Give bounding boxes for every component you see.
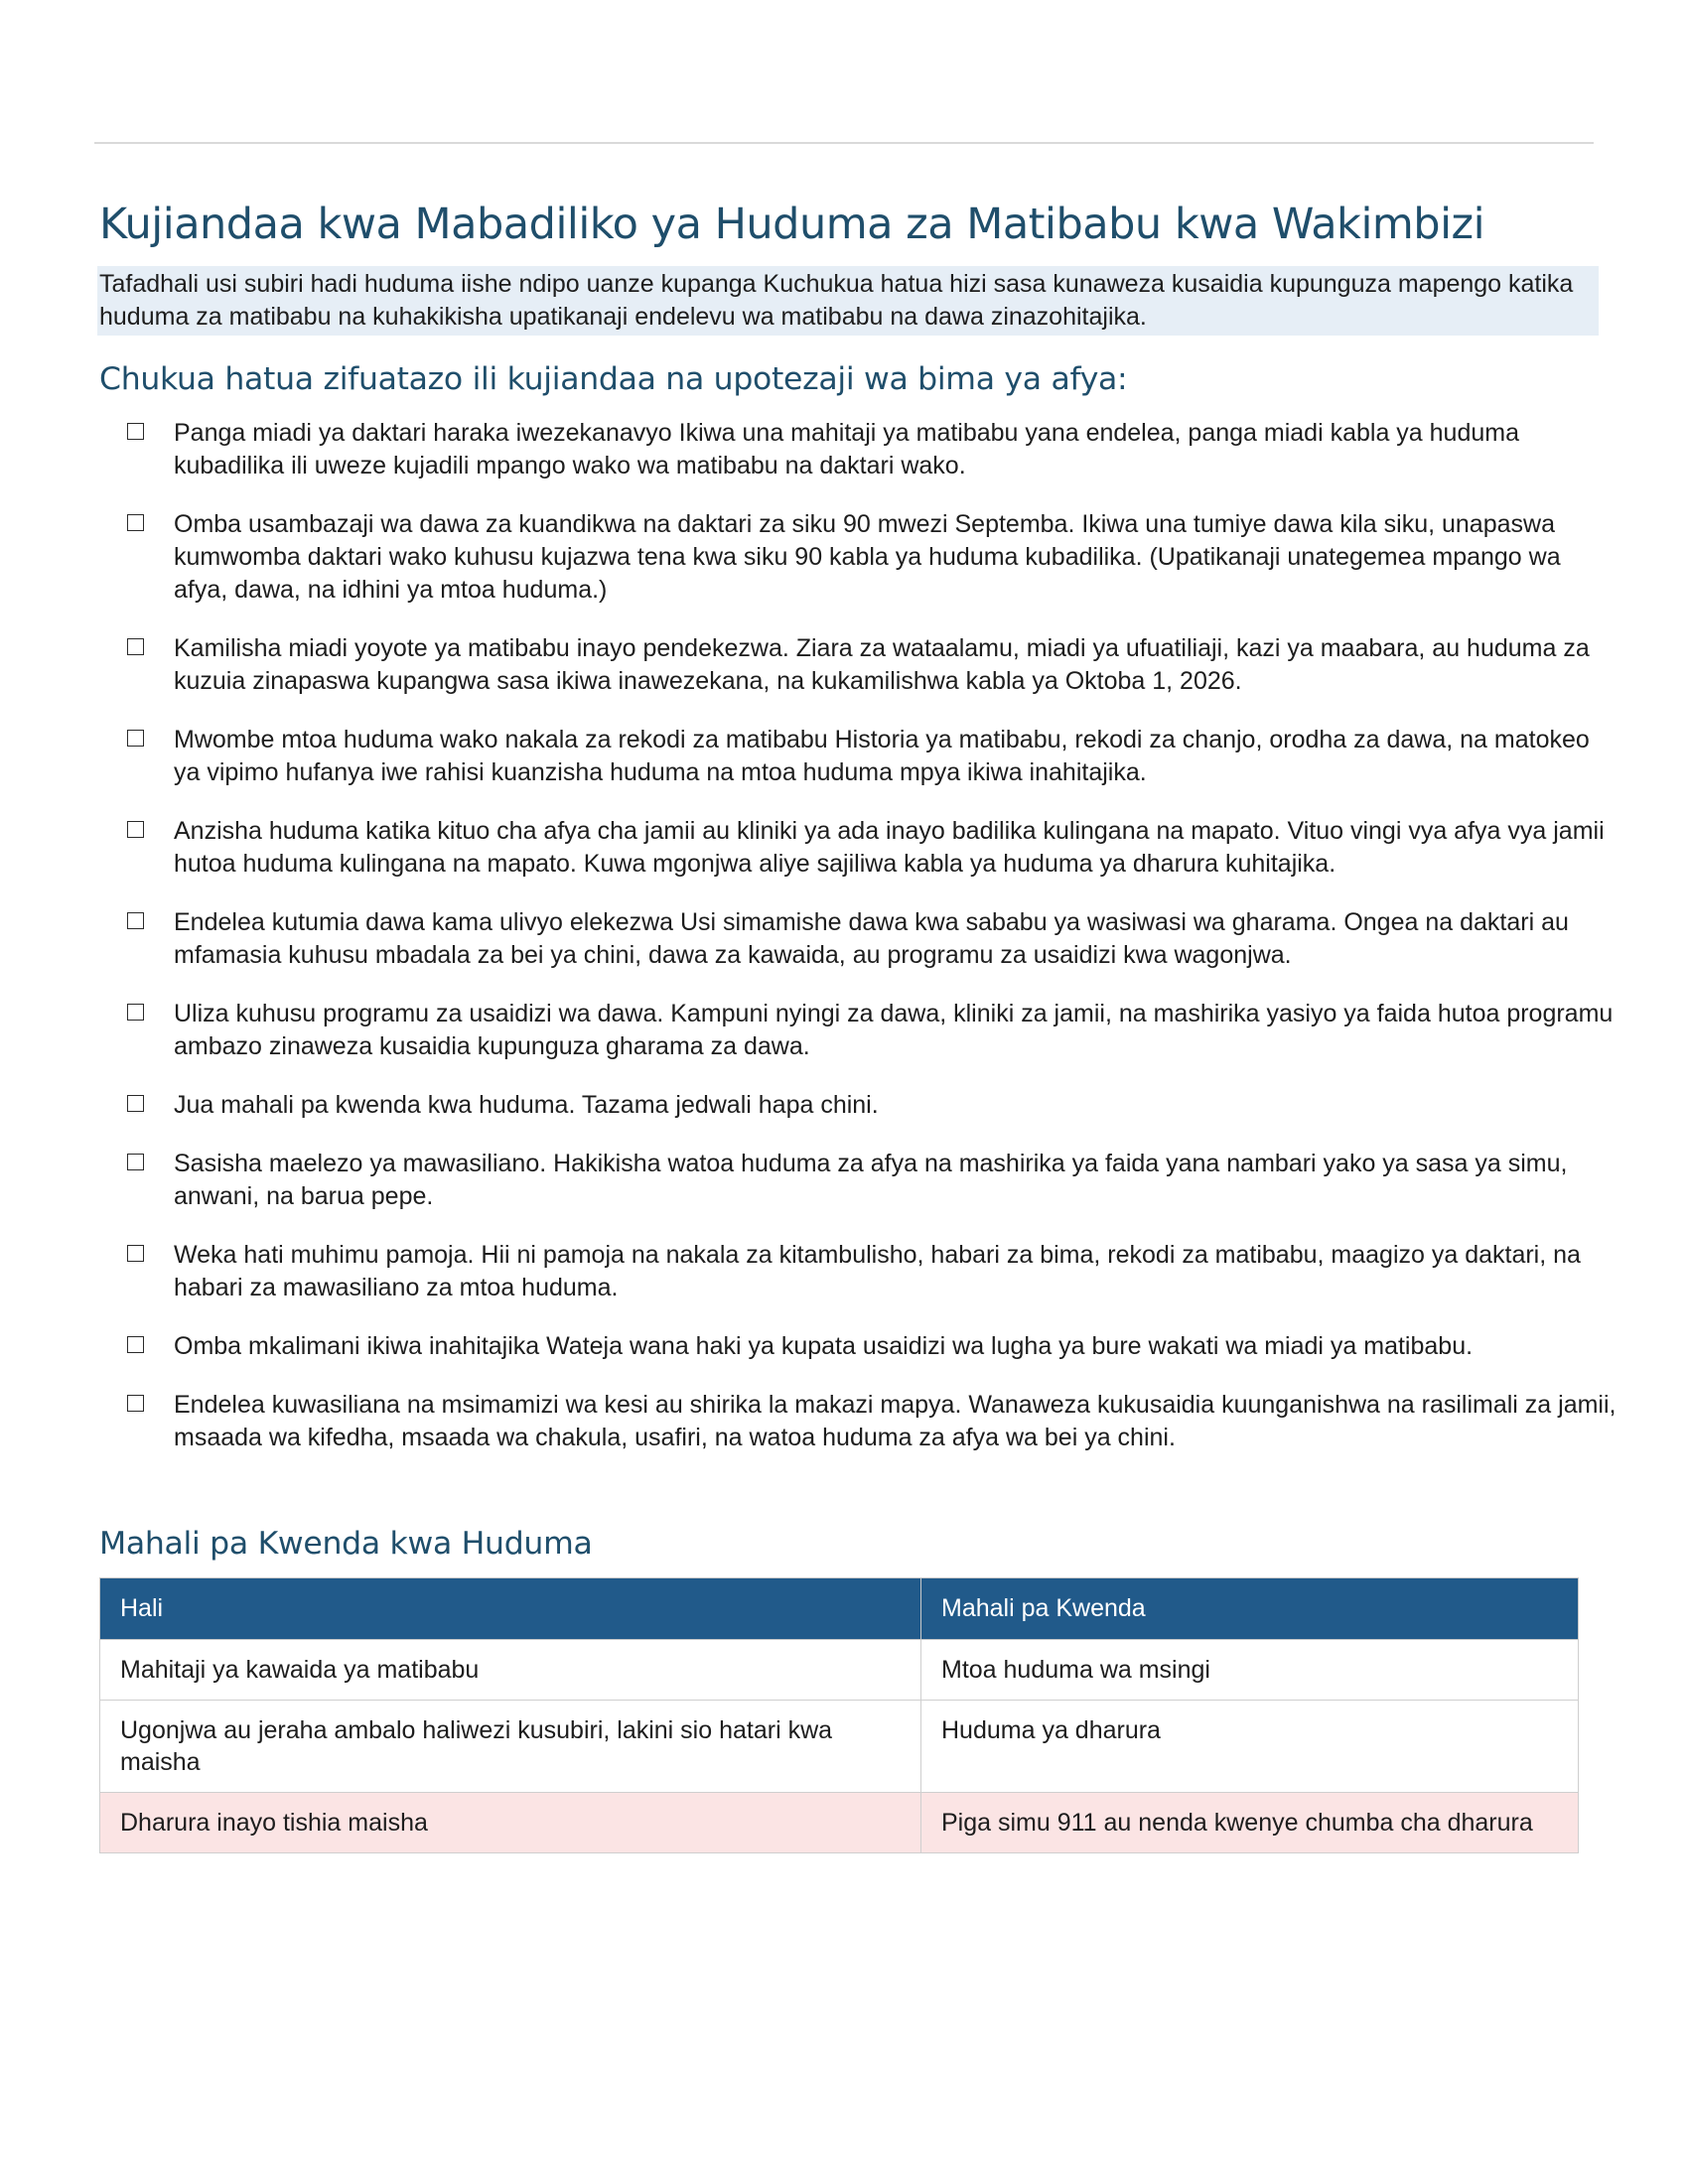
checkbox-icon (127, 1154, 144, 1170)
checklist-item-text: Jua mahali pa kwenda kwa huduma. Tazama jedwali hapa chini. (174, 1091, 879, 1119)
checkbox-icon (127, 730, 144, 747)
checkbox-icon (127, 912, 144, 929)
document-body (99, 195, 1617, 1853)
page-title: Kujiandaa kwa Mabadiliko ya Huduma za Matibabu kwa Wakimbizi (99, 200, 1485, 249)
table-row-emergency (100, 1793, 1579, 1853)
checkbox-icon (127, 1395, 144, 1412)
checklist-item-text: Uliza kuhusu programu za usaidizi wa dawa. Kampuni nyingi za dawa, kliniki za jamii, na mashirika yasiyo ya faida hutoa programu ambazo zinaweza kusaidia kupunguza gharama za dawa. (174, 1000, 1614, 1060)
checklist-item (99, 906, 1618, 972)
checklist-item-text: Endelea kutumia dawa kama ulivyo elekezwa Usi simamishe dawa kwa sababu ya wasiwasi wa gharama. Ongea na daktari au mfamasia kuhusu mbadala za bei ya chini, dawa za kawaida, au programu za usaidizi kwa wagonjwa. (174, 908, 1569, 969)
table-cell-destination: Piga simu 911 au nenda kwenye chumba cha dharura (921, 1793, 1579, 1853)
checklist-item (99, 1148, 1618, 1213)
checkbox-icon (127, 1245, 144, 1262)
table-cell-destination: Mtoa huduma wa msingi (921, 1640, 1579, 1701)
checklist-item (99, 508, 1618, 607)
steps-heading: Chukua hatua zifuatazo ili kujiandaa na upotezaji wa bima ya afya: (99, 361, 1128, 397)
checklist-item-text: Omba usambazaji wa dawa za kuandikwa na daktari za siku 90 mwezi Septemba. Ikiwa una tumiye dawa kila siku, unapaswa kumwomba daktari wako kuhusu kujazwa tena kwa siku 90 kabla ya huduma kubadilika. (Upatikanaji unategemea mpango wa afya, dawa, na idhini ya mtoa huduma.) (174, 510, 1561, 604)
checkbox-icon (127, 821, 144, 838)
services-heading: Mahali pa Kwenda kwa Huduma (99, 1526, 593, 1562)
checklist-item-text: Kamilisha miadi yoyote ya matibabu inayo pendekezwa. Ziara za wataalamu, miadi ya ufuatiliaji, kazi ya maabara, au huduma za kuzuia zinapaswa kupangwa sasa ikiwa inawezekana, na kukamilishwa kabla ya Oktoba 1, 2026. (174, 634, 1590, 695)
checklist-item (99, 815, 1618, 881)
table-row (100, 1640, 1579, 1701)
checklist-item-text: Sasisha maelezo ya mawasiliano. Hakikisha watoa huduma za afya na mashirika ya faida yana nambari yako ya sasa ya simu, anwani, na barua pepe. (174, 1150, 1568, 1210)
top-divider (94, 142, 1594, 144)
checklist-item (99, 1389, 1618, 1454)
checkbox-icon (127, 638, 144, 655)
checklist-item (99, 998, 1618, 1063)
checkbox-icon (127, 1095, 144, 1112)
checklist-item (99, 1089, 1618, 1122)
checkbox-icon (127, 423, 144, 440)
checklist-item (99, 724, 1618, 789)
checklist-item-text: Anzisha huduma katika kituo cha afya cha jamii au kliniki ya ada inayo badilika kulingana na mapato. Vituo vingi vya afya vya jamii hutoa huduma kulingana na mapato. Kuwa mgonjwa aliye sajiliwa kabla ya huduma ya dharura kuhitajika. (174, 817, 1605, 878)
column-header-destination: Mahali pa Kwenda (921, 1578, 1579, 1640)
checklist (99, 417, 1617, 1454)
checklist-item (99, 417, 1618, 482)
checklist-item-text: Weka hati muhimu pamoja. Hii ni pamoja na nakala za kitambulisho, habari za bima, rekodi za matibabu, maagizo ya daktari, na habari za mawasiliano za mtoa huduma. (174, 1241, 1581, 1301)
services-table (99, 1577, 1579, 1853)
checklist-item-text: Endelea kuwasiliana na msimamizi wa kesi au shirika la makazi mapya. Wanaweza kukusaidia kuunganishwa na rasilimali za jamii, msaada wa kifedha, msaada wa chakula, usafiri, na watoa huduma za afya wa bei ya chini. (174, 1391, 1617, 1451)
table-cell-condition: Ugonjwa au jeraha ambalo haliwezi kusubiri, lakini sio hatari kwa maisha (100, 1701, 921, 1793)
table-row (100, 1701, 1579, 1793)
checklist-item (99, 1239, 1618, 1304)
table-cell-destination: Huduma ya dharura (921, 1701, 1579, 1793)
column-header-condition: Hali (100, 1578, 921, 1640)
checklist-item (99, 1330, 1618, 1363)
checklist-item-text: Omba mkalimani ikiwa inahitajika Wateja wana haki ya kupata usaidizi wa lugha ya bure wakati wa miadi ya matibabu. (174, 1332, 1474, 1360)
table-cell-condition: Dharura inayo tishia maisha (100, 1793, 921, 1853)
checklist-item-text: Panga miadi ya daktari haraka iwezekanavyo Ikiwa una mahitaji ya matibabu yana endelea, panga miadi kabla ya huduma kubadilika ili uweze kujadili mpango wako wa matibabu na daktari wako. (174, 419, 1519, 479)
table-cell-condition: Mahitaji ya kawaida ya matibabu (100, 1640, 921, 1701)
intro-callout: Tafadhali usi subiri hadi huduma iishe ndipo uanze kupanga Kuchukua hatua hizi sasa kunaweza kusaidia kupunguza mapengo katika huduma za matibabu na kuhakikisha upatikanaji endelevu wa matibabu na dawa zinazohitajika. (97, 266, 1599, 336)
checklist-item-text: Mwombe mtoa huduma wako nakala za rekodi za matibabu Historia ya matibabu, rekodi za chanjo, orodha za dawa, na matokeo ya vipimo hufanya iwe rahisi kuanzisha huduma na mtoa huduma mpya ikiwa inahitajika. (174, 726, 1590, 786)
checklist-item (99, 632, 1618, 698)
table-header-row (100, 1578, 1579, 1640)
checkbox-icon (127, 1004, 144, 1021)
checkbox-icon (127, 514, 144, 531)
checkbox-icon (127, 1336, 144, 1353)
